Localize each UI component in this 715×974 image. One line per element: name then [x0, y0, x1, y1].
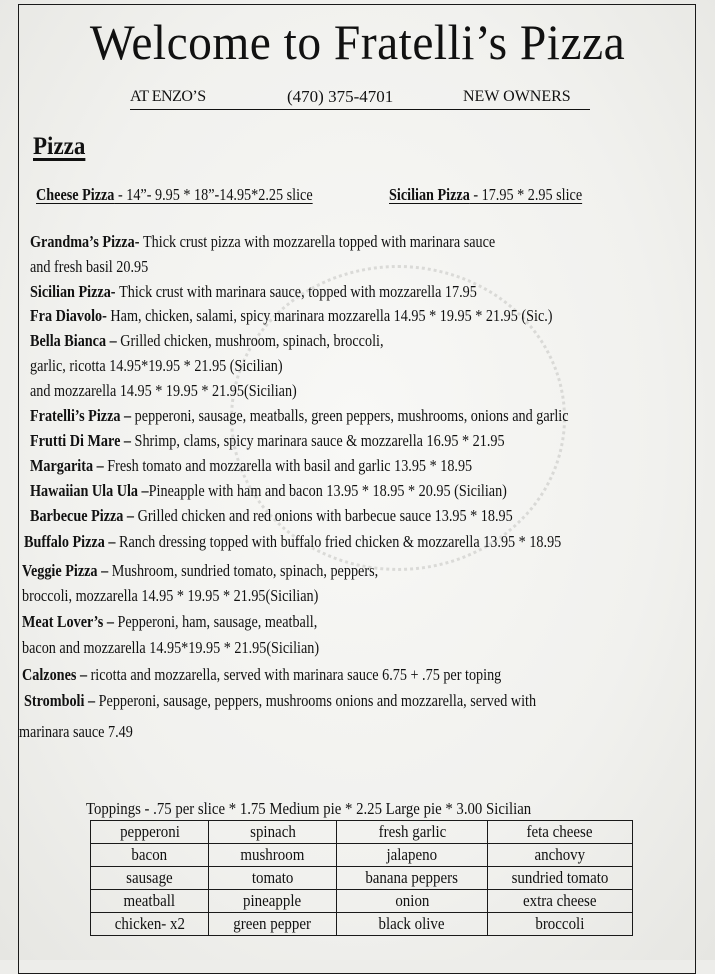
- item-name: Veggie Pizza –: [22, 561, 112, 580]
- item-name: Fra Diavolo-: [30, 306, 111, 325]
- topping-cell: extra cheese: [488, 890, 633, 913]
- menu-item-calzones: [22, 665, 501, 685]
- table-row: [91, 890, 633, 913]
- topping-cell: meatball: [91, 890, 209, 913]
- topping-cell: broccoli: [488, 913, 633, 936]
- section-heading-pizza: Pizza: [33, 133, 86, 160]
- topping-cell: pineapple: [209, 890, 337, 913]
- item-description: Shrimp, clams, spicy marinara sauce & mozzarella 16.95 * 21.95: [134, 431, 505, 450]
- topping-cell: sausage: [91, 867, 209, 890]
- menu-item-fratellis: [30, 406, 569, 426]
- item-name: Margarita –: [30, 456, 108, 475]
- menu-item-bella-bianca: [30, 331, 384, 351]
- item-description: Fresh tomato and mozzarella with basil and garlic 13.95 * 18.95: [107, 456, 473, 475]
- menu-item-stromboli-cont: marinara sauce 7.49: [19, 722, 133, 741]
- item-name: Bella Bianca –: [30, 331, 121, 350]
- header-subline: [130, 87, 590, 110]
- item-name: Meat Lover’s –: [22, 612, 118, 631]
- cheese-pizza-special: [36, 185, 313, 205]
- topping-cell: tomato: [209, 867, 337, 890]
- toppings-table: [90, 820, 633, 936]
- menu-item-grandmas-cont: and fresh basil 20.95: [30, 257, 149, 276]
- topping-cell: pepperoni: [91, 821, 209, 844]
- menu-item-sicilian: [30, 282, 477, 302]
- item-description: Ranch dressing topped with buffalo fried chicken & mozzarella 13.95 * 18.95: [118, 532, 562, 551]
- topping-cell: spinach: [209, 821, 337, 844]
- topping-cell: anchovy: [488, 844, 633, 867]
- menu-item-bella-bianca-cont2: and mozzarella 14.95 * 19.95 * 21.95(Sicilian): [30, 381, 297, 400]
- item-description: Ham, chicken, salami, spicy marinara mozzarella 14.95 * 19.95 * 21.95 (Sic.): [110, 306, 553, 325]
- topping-cell: mushroom: [209, 844, 337, 867]
- item-description: Pineapple with ham and bacon 13.95 * 18.95 * 20.95 (Sicilian): [148, 481, 507, 500]
- item-name: Barbecue Pizza –: [30, 506, 138, 525]
- item-description: pepperoni, sausage, meatballs, green peppers, mushrooms, onions and garlic: [134, 406, 569, 425]
- topping-cell: feta cheese: [488, 821, 633, 844]
- sicilian-pizza-prices: - 17.95 * 2.95 slice: [469, 185, 583, 204]
- menu-item-barbecue: [30, 506, 513, 526]
- menu-item-fra-diavolo: [30, 306, 553, 326]
- menu-item-hawaiian: [30, 481, 507, 501]
- new-owners-note: NEW OWNERS: [463, 88, 571, 105]
- topping-cell: bacon: [91, 844, 209, 867]
- topping-cell: banana peppers: [337, 867, 488, 890]
- menu-item-stromboli: [24, 691, 536, 711]
- menu-item-buffalo: [24, 532, 561, 552]
- menu-item-frutti-di-mare: [30, 431, 505, 451]
- menu-item-meat-lovers: [22, 612, 317, 632]
- table-row: [91, 821, 633, 844]
- menu-title: Welcome to Fratelli’s Pizza: [89, 14, 626, 70]
- item-description: Grilled chicken and red onions with barbecue sauce 13.95 * 18.95: [137, 506, 513, 525]
- sicilian-pizza-special: [389, 185, 582, 205]
- item-name: Buffalo Pizza –: [24, 532, 119, 551]
- topping-cell: fresh garlic: [337, 821, 488, 844]
- table-row: [91, 844, 633, 867]
- toppings-pricing: Toppings - .75 per slice * 1.75 Medium pie * 2.25 Large pie * 3.00 Sicilian: [86, 799, 532, 818]
- menu-item-veggie-cont: broccoli, mozzarella 14.95 * 19.95 * 21.95(Sicilian): [22, 586, 319, 605]
- location-text: AT ENZO’S: [130, 88, 206, 105]
- item-description: Pepperoni, ham, sausage, meatball,: [117, 612, 318, 631]
- table-row: [91, 867, 633, 890]
- item-name: Sicilian Pizza-: [30, 282, 120, 301]
- item-description: Mushroom, sundried tomato, spinach, peppers,: [111, 561, 379, 580]
- topping-cell: sundried tomato: [488, 867, 633, 890]
- topping-cell: jalapeno: [337, 844, 488, 867]
- menu-item-margarita: [30, 456, 472, 476]
- item-name: Stromboli –: [24, 691, 99, 710]
- menu-item-meat-lovers-cont: bacon and mozzarella 14.95*19.95 * 21.95(Sicilian): [22, 638, 320, 657]
- menu-item-bella-bianca-cont: garlic, ricotta 14.95*19.95 * 21.95 (Sicilian): [30, 356, 283, 375]
- item-name: Fratelli’s Pizza –: [30, 406, 135, 425]
- sicilian-pizza-label: Sicilian Pizza: [389, 185, 470, 204]
- item-name: Calzones –: [22, 665, 91, 684]
- item-description: ricotta and mozzarella, served with marinara sauce 6.75 + .75 per toping: [90, 665, 502, 684]
- topping-cell: onion: [337, 890, 488, 913]
- cheese-pizza-prices: - 14”- 9.95 * 18”-14.95*2.25 slice: [114, 185, 313, 204]
- table-row: [91, 913, 633, 936]
- topping-cell: chicken- x2: [91, 913, 209, 936]
- item-name: Frutti Di Mare –: [30, 431, 135, 450]
- topping-cell: black olive: [337, 913, 488, 936]
- topping-cell: green pepper: [209, 913, 337, 936]
- phone-number: (470) 375-4701: [287, 87, 394, 106]
- cheese-pizza-label: Cheese Pizza: [36, 185, 115, 204]
- item-name: Hawaiian Ula Ula –: [30, 481, 149, 500]
- menu-item-veggie: [22, 561, 378, 581]
- item-description: Thick crust pizza with mozzarella topped with marinara sauce: [142, 232, 496, 251]
- item-description: Thick crust with marinara sauce, topped with mozzarella 17.95: [119, 282, 477, 301]
- menu-item-grandmas: [30, 232, 495, 252]
- item-name: Grandma’s Pizza-: [30, 232, 143, 251]
- item-description: Pepperoni, sausage, peppers, mushrooms onions and mozzarella, served with: [98, 691, 537, 710]
- item-description: Grilled chicken, mushroom, spinach, broccoli,: [120, 331, 384, 350]
